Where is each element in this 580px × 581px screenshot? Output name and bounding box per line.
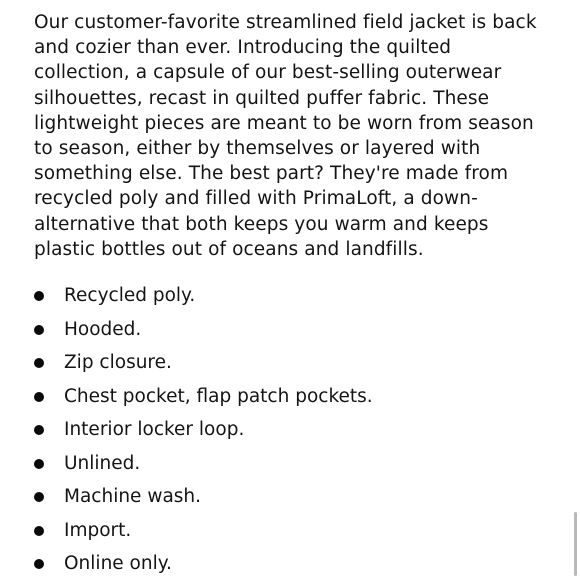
feature-item	[34, 346, 574, 380]
feature-text: Interior locker loop.	[64, 419, 245, 441]
bullet-icon	[34, 492, 44, 502]
bullet-icon	[34, 425, 44, 435]
description-line: Our customer-favorite streamlined field jacket is back	[34, 12, 537, 33]
bullet-icon	[34, 392, 44, 402]
bullet-icon	[34, 559, 44, 569]
feature-text: Recycled poly.	[64, 285, 196, 307]
description-line: lightweight pieces are meant to be worn from season	[34, 112, 534, 134]
feature-list	[34, 279, 574, 581]
bullet-icon	[34, 459, 44, 469]
description-line: something else. The best part? They're made from	[34, 163, 509, 185]
scrollbar-thumb[interactable]	[574, 512, 577, 576]
bullet-icon	[34, 291, 44, 301]
feature-item	[34, 380, 574, 414]
feature-item	[34, 413, 574, 447]
feature-text: Chest pocket, flap patch pockets.	[64, 385, 373, 407]
description-line: silhouettes, recast in quilted puffer fabric. These	[34, 87, 490, 109]
feature-item	[34, 480, 574, 514]
description-line: recycled poly and filled with PrimaLoft, a down-	[34, 188, 478, 210]
description-line: to season, either by themselves or layered with	[34, 138, 481, 160]
feature-item	[34, 514, 574, 548]
product-description	[34, 10, 574, 262]
feature-text: Hooded.	[64, 318, 142, 340]
bullet-icon	[34, 526, 44, 536]
bullet-icon	[34, 325, 44, 335]
feature-item	[34, 313, 574, 347]
description-line: and cozier than ever. Introducing the quilted	[34, 37, 452, 59]
bullet-icon	[34, 358, 44, 368]
description-line: plastic bottles out of oceans and landfills.	[34, 238, 424, 260]
product-details	[34, 10, 574, 581]
feature-text: Unlined.	[64, 452, 141, 474]
feature-text: Zip closure.	[64, 352, 172, 374]
feature-item	[34, 447, 574, 481]
feature-text: Online only.	[64, 553, 172, 575]
feature-item	[34, 547, 574, 581]
feature-text: Import.	[64, 519, 132, 541]
description-line: alternative that both keeps you warm and keeps	[34, 213, 489, 235]
feature-text: Machine wash.	[64, 486, 202, 508]
description-line: collection, a capsule of our best-selling outerwear	[34, 62, 502, 84]
feature-item	[34, 279, 574, 313]
